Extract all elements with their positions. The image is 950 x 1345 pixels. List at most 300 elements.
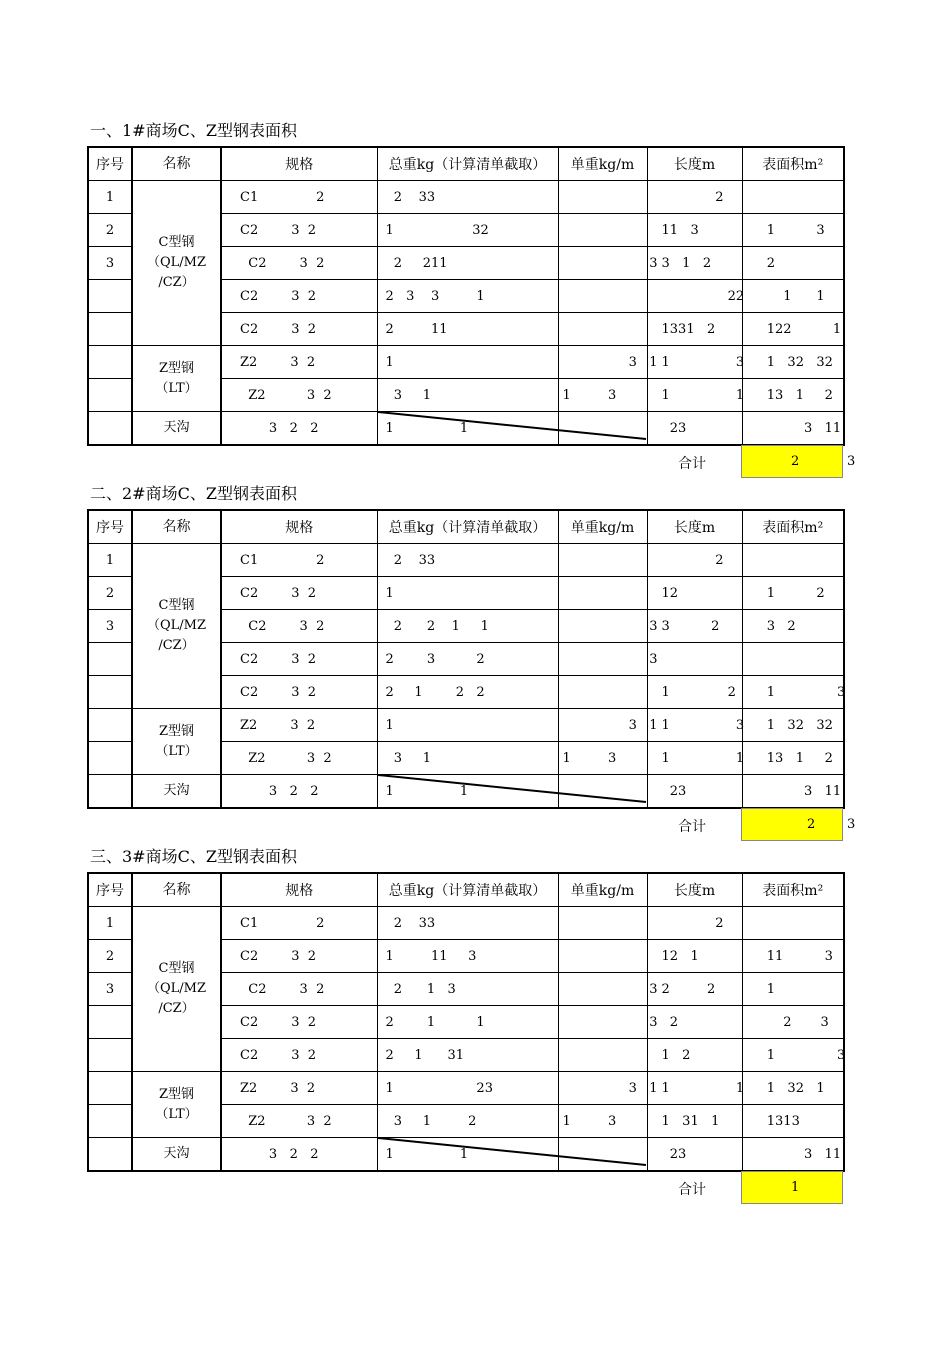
cell-unit (558, 1105, 647, 1138)
cell-value: 3 1 (385, 387, 431, 403)
steel-area-table (87, 872, 845, 1172)
cell-value: 1 (758, 981, 776, 997)
cell-unit (558, 775, 647, 809)
cell-value: 3 1 (562, 1080, 658, 1096)
cell-unit (558, 1138, 647, 1172)
row-number (88, 379, 132, 412)
cell-length (647, 973, 742, 1006)
cell-value: 1 3 (562, 750, 617, 766)
cell-spec (221, 280, 377, 313)
total-label: 合计 (678, 819, 706, 835)
cell-weight (377, 1138, 558, 1172)
cell-value: 23 (661, 420, 687, 436)
row-number (88, 1039, 132, 1072)
group-label: C型钢 （QL/MZ /CZ） (146, 961, 206, 1016)
column-header: 长度m (647, 147, 742, 181)
cell-area (742, 973, 844, 1006)
cell-length (647, 907, 742, 940)
cell-value: 1 3 (562, 387, 617, 403)
total-value: 2 (791, 454, 800, 469)
cell-value: C2 3 2 (240, 288, 317, 304)
cell-unit (558, 280, 647, 313)
cell-area (742, 1039, 844, 1072)
cell-unit (558, 313, 647, 346)
cell-area (742, 742, 844, 775)
cell-value: 2 3 (758, 1014, 829, 1030)
cell-value: 1 32 (385, 222, 489, 238)
column-header: 名称 (132, 873, 221, 907)
cell-value: 22 (661, 288, 745, 304)
cell-unit (558, 742, 647, 775)
cell-spec (221, 1138, 377, 1172)
group-name-z (132, 709, 221, 775)
cell-area (742, 643, 844, 676)
cell-spec (221, 181, 377, 214)
cell-value: 1 23 (385, 1080, 493, 1096)
cell-value: 2 (661, 189, 724, 205)
cell-value: C1 2 (240, 189, 325, 205)
cell-value: 1 3 (661, 717, 745, 733)
cell-value: 2 (661, 552, 724, 568)
cell-value: 1313 (758, 1113, 800, 1129)
cell-value: 2 1 3 (385, 981, 456, 997)
row-number (88, 346, 132, 379)
cell-area (742, 544, 844, 577)
cell-area (742, 1072, 844, 1105)
column-header: 总重kg（计算清单截取） (377, 147, 558, 181)
cell-value: Z2 3 2 (240, 717, 316, 733)
cell-unit (558, 940, 647, 973)
cell-length (647, 247, 742, 280)
cell-value: 1 3 (758, 222, 825, 238)
cell-length (647, 280, 745, 313)
row-number: 2 (88, 577, 132, 610)
cell-spec (221, 1039, 377, 1072)
cell-unit (558, 247, 658, 280)
cell-spec (221, 610, 377, 643)
table-row (88, 181, 844, 214)
cell-value: 1 3 (562, 1113, 617, 1129)
cell-weight (377, 907, 558, 940)
cell-weight (377, 1006, 558, 1039)
cell-spec (221, 1105, 377, 1138)
item-name: 天沟 (132, 412, 221, 446)
total-value: 2 (807, 817, 816, 832)
cell-value: 13 1 2 (758, 387, 833, 403)
column-header: 名称 (132, 510, 221, 544)
cell-value: 1 1 (385, 420, 469, 436)
row-number: 1 (88, 181, 132, 214)
cell-spec (221, 1006, 377, 1039)
cell-value: 12 (661, 585, 679, 601)
cell-value: 1 11 3 (385, 948, 477, 964)
cell-value: 3 1 (562, 717, 658, 733)
cell-value: 23 (661, 1146, 687, 1162)
group-label: C型钢 （QL/MZ /CZ） (146, 235, 206, 290)
column-header: 规格 (221, 147, 377, 181)
cell-value: 1 32 32 (758, 354, 833, 370)
column-header: 总重kg（计算清单截取） (377, 510, 558, 544)
cell-spec (221, 412, 377, 446)
group-name-z (132, 346, 221, 412)
cell-area (742, 313, 844, 346)
cell-value: 2 3 2 (385, 651, 485, 667)
cell-spec (221, 544, 377, 577)
cell-value: Z2 3 2 (240, 750, 332, 766)
cell-spec (221, 973, 377, 1006)
cell-unit (558, 1039, 647, 1072)
cell-value: 1 2 (661, 1047, 691, 1063)
cell-value: 1 1 (661, 387, 745, 403)
cell-length (647, 346, 745, 379)
cell-weight (377, 544, 558, 577)
cell-area (742, 412, 844, 446)
cell-value: C1 2 (240, 552, 325, 568)
cell-value: 3 11 (758, 783, 842, 799)
group-label: C型钢 （QL/MZ /CZ） (146, 598, 206, 653)
cell-value: 2 (661, 1014, 679, 1030)
cell-area (742, 676, 844, 709)
cell-value: 12 1 (661, 948, 699, 964)
group-name-c (132, 181, 221, 346)
cell-length (647, 577, 742, 610)
table-header-row (88, 147, 844, 181)
cell-value: 3 2 (661, 618, 720, 634)
cell-value: 1 1 (661, 1080, 745, 1096)
cell-value: Z2 3 2 (240, 354, 316, 370)
cell-value: 3 (562, 651, 658, 667)
cell-weight (377, 742, 558, 775)
cell-area (742, 610, 844, 643)
row-number (88, 676, 132, 709)
cell-spec (221, 379, 377, 412)
cell-value: 2 11 (385, 321, 448, 337)
cell-value: C2 3 2 (240, 651, 317, 667)
row-number (88, 1072, 132, 1105)
cell-value: 23 (661, 783, 687, 799)
cell-length (647, 1006, 742, 1039)
cell-spec (221, 346, 377, 379)
row-number (88, 742, 132, 775)
cell-value: 3 1 2 (385, 1113, 477, 1129)
row-number: 3 (88, 247, 132, 280)
cell-length (647, 1072, 745, 1105)
row-number (88, 280, 132, 313)
cell-value: C2 3 2 (240, 1014, 317, 1030)
table-row (88, 907, 844, 940)
cell-spec (221, 709, 377, 742)
cell-area (742, 577, 844, 610)
group-name-z (132, 1072, 221, 1138)
group-name-c (132, 907, 221, 1072)
column-header: 序号 (88, 873, 132, 907)
cell-area (742, 280, 844, 313)
cell-value: C2 3 2 (240, 222, 317, 238)
total-overflow-value: 3 (847, 817, 856, 832)
cell-weight (377, 346, 558, 379)
cell-unit (558, 181, 647, 214)
cell-spec (221, 940, 377, 973)
cell-weight (377, 973, 558, 1006)
cell-length (647, 412, 742, 446)
cell-unit (558, 577, 647, 610)
cell-value: 1 31 1 (661, 1113, 720, 1129)
cell-area (742, 1105, 844, 1138)
steel-area-table (87, 509, 845, 809)
steel-area-table (87, 146, 845, 446)
cell-value: 1 3 (758, 684, 846, 700)
table-row (88, 412, 844, 446)
cell-value: C2 3 2 (240, 948, 317, 964)
cell-value: 2 1 2 2 (385, 684, 485, 700)
section-title: 一、1#商场C、Z型钢表面积 (90, 121, 297, 140)
cell-value: 1 3 (661, 354, 745, 370)
cell-value: 1 1 (661, 750, 745, 766)
cell-spec (221, 775, 377, 809)
cell-value: 3 (562, 255, 658, 271)
row-number: 3 (88, 973, 132, 1006)
cell-area (742, 346, 844, 379)
column-header: 表面积m² (742, 147, 844, 181)
row-number: 1 (88, 907, 132, 940)
cell-unit (558, 973, 658, 1006)
cell-area (742, 379, 844, 412)
table-row (88, 544, 844, 577)
cell-unit (558, 214, 647, 247)
cell-weight (377, 676, 558, 709)
cell-weight (377, 181, 558, 214)
cell-unit (558, 544, 647, 577)
cell-value: 2 33 (385, 552, 436, 568)
row-number (88, 709, 132, 742)
cell-spec (221, 907, 377, 940)
table-row (88, 1072, 844, 1105)
cell-weight (377, 1072, 558, 1105)
cell-length (647, 1039, 742, 1072)
cell-length (647, 676, 742, 709)
column-header: 单重kg/m (558, 147, 647, 181)
cell-spec (221, 676, 377, 709)
cell-weight (377, 643, 558, 676)
cell-weight (377, 412, 558, 446)
column-header: 序号 (88, 147, 132, 181)
cell-weight (377, 313, 558, 346)
cell-value: C2 3 2 (240, 1047, 317, 1063)
total-value: 1 (791, 1180, 800, 1195)
row-number: 2 (88, 214, 132, 247)
cell-value: 2 1 31 (385, 1047, 465, 1063)
cell-value: 11 3 (758, 948, 833, 964)
total-label: 合计 (678, 456, 706, 472)
row-number (88, 1138, 132, 1172)
cell-value: 1 3 (758, 1047, 846, 1063)
cell-value: 3 (562, 981, 658, 997)
cell-length (647, 709, 745, 742)
row-number: 2 (88, 940, 132, 973)
table-header-row (88, 873, 844, 907)
cell-area (742, 709, 844, 742)
cell-area (742, 181, 844, 214)
table-row (88, 1138, 844, 1172)
table-row (88, 775, 844, 809)
column-header: 规格 (221, 873, 377, 907)
column-header: 长度m (647, 510, 742, 544)
cell-length (647, 643, 742, 676)
cell-weight (377, 1039, 558, 1072)
cell-value: 3 (562, 618, 658, 634)
cell-area (742, 907, 844, 940)
cell-value: 1 1 (385, 783, 469, 799)
cell-length (647, 1138, 742, 1172)
cell-length (647, 1105, 742, 1138)
cell-weight (377, 775, 558, 809)
cell-length (647, 544, 742, 577)
cell-length (647, 181, 742, 214)
cell-area (742, 940, 844, 973)
column-header: 序号 (88, 510, 132, 544)
table-header-row (88, 510, 844, 544)
cell-weight (377, 709, 558, 742)
cell-value: Z2 3 2 (240, 387, 332, 403)
cell-length (647, 379, 745, 412)
cell-value: 2 33 (385, 915, 436, 931)
cell-weight (377, 577, 558, 610)
cell-weight (377, 940, 558, 973)
cell-unit (558, 412, 647, 446)
cell-value: 11 3 (661, 222, 699, 238)
cell-spec (221, 214, 377, 247)
row-number (88, 412, 132, 446)
cell-spec (221, 247, 377, 280)
cell-value: 3 1 2 (661, 255, 712, 271)
column-header: 表面积m² (742, 873, 844, 907)
cell-area (742, 214, 844, 247)
table-row (88, 709, 844, 742)
cell-value: C2 3 2 (240, 321, 317, 337)
column-header: 长度m (647, 873, 742, 907)
section-title: 三、3#商场C、Z型钢表面积 (90, 847, 297, 866)
cell-value: 3 11 (758, 1146, 842, 1162)
cell-value: 3 2 (758, 618, 796, 634)
cell-weight (377, 247, 558, 280)
cell-weight (377, 379, 558, 412)
cell-weight (377, 610, 558, 643)
cell-value: 1 1 (385, 1146, 469, 1162)
row-number (88, 313, 132, 346)
cell-unit (558, 1006, 658, 1039)
cell-value: 1 (385, 717, 394, 733)
item-name: 天沟 (132, 1138, 221, 1172)
group-label: Z型钢 （LT） (155, 360, 198, 396)
cell-value: 1331 2 (661, 321, 716, 337)
group-name-c (132, 544, 221, 709)
cell-value: 2 (758, 255, 776, 271)
cell-length (647, 940, 742, 973)
cell-value: 3 2 2 (240, 420, 319, 436)
column-header: 单重kg/m (558, 873, 647, 907)
cell-value: 1 32 32 (758, 717, 833, 733)
row-number: 3 (88, 610, 132, 643)
cell-value: C2 3 2 (240, 585, 317, 601)
cell-value: 2 3 3 1 (385, 288, 485, 304)
cell-value: 2 33 (385, 189, 436, 205)
cell-unit (558, 346, 658, 379)
cell-value: 1 (385, 585, 394, 601)
cell-spec (221, 643, 377, 676)
cell-value: Z2 3 2 (240, 1080, 316, 1096)
cell-spec (221, 742, 377, 775)
row-number (88, 1006, 132, 1039)
cell-length (647, 742, 745, 775)
total-cell (741, 808, 843, 841)
cell-value: 2 211 (385, 255, 448, 271)
cell-value: C2 3 2 (240, 981, 325, 997)
cell-value: 1 2 (758, 585, 825, 601)
column-header: 单重kg/m (558, 510, 647, 544)
cell-unit (558, 709, 658, 742)
cell-value: 122 1 (758, 321, 842, 337)
group-label: Z型钢 （LT） (155, 723, 198, 759)
cell-unit (558, 1072, 658, 1105)
cell-value: 1 1 (758, 288, 825, 304)
cell-value: 3 1 (562, 354, 658, 370)
cell-area (742, 1138, 844, 1172)
cell-value: 2 2 1 1 (385, 618, 489, 634)
cell-spec (221, 577, 377, 610)
cell-weight (377, 214, 558, 247)
cell-unit (558, 379, 647, 412)
cell-value: Z2 3 2 (240, 1113, 332, 1129)
cell-value: 2 2 (661, 981, 716, 997)
cell-area (742, 247, 844, 280)
total-overflow-value: 3 (847, 454, 856, 469)
cell-unit (558, 643, 658, 676)
cell-length (647, 214, 742, 247)
cell-weight (377, 1105, 558, 1138)
cell-value: 1 (385, 354, 394, 370)
row-number (88, 775, 132, 809)
row-number: 1 (88, 544, 132, 577)
cell-value: C2 3 2 (240, 684, 317, 700)
cell-length (647, 775, 742, 809)
cell-spec (221, 1072, 377, 1105)
cell-value: C2 3 2 (240, 618, 325, 634)
cell-unit (558, 676, 647, 709)
cell-value: C1 2 (240, 915, 325, 931)
cell-value: 3 (562, 1014, 658, 1030)
cell-value: 1 2 (661, 684, 736, 700)
row-number (88, 643, 132, 676)
cell-length (647, 313, 742, 346)
table-row (88, 346, 844, 379)
cell-area (742, 1006, 844, 1039)
row-number (88, 1105, 132, 1138)
cell-area (742, 775, 844, 809)
cell-value: 2 (661, 915, 724, 931)
cell-unit (558, 610, 658, 643)
total-label: 合计 (678, 1182, 706, 1198)
column-header: 名称 (132, 147, 221, 181)
cell-spec (221, 313, 377, 346)
cell-value: 3 11 (758, 420, 842, 436)
cell-weight (377, 280, 558, 313)
cell-value: 1 32 1 (758, 1080, 825, 1096)
column-header: 规格 (221, 510, 377, 544)
cell-value: 3 2 2 (240, 783, 319, 799)
cell-value: 3 1 (385, 750, 431, 766)
group-label: Z型钢 （LT） (155, 1086, 198, 1122)
cell-value: 3 2 2 (240, 1146, 319, 1162)
